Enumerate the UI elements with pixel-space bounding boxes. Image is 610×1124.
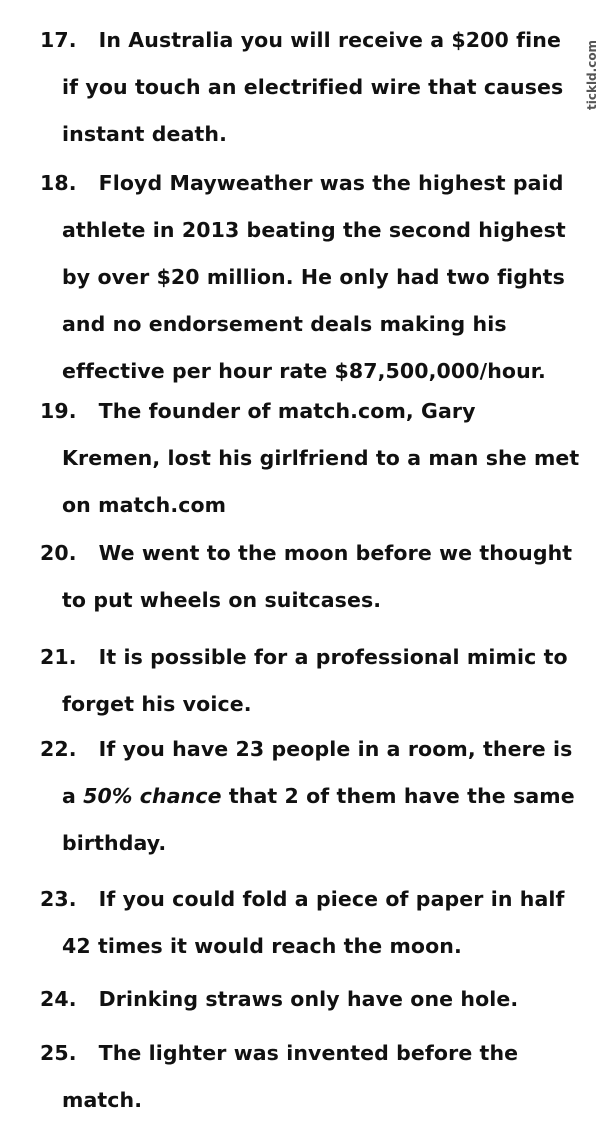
fact-23-line-2: 42 times it would reach the moon. <box>62 934 462 958</box>
fact-22-line-1: 22. If you have 23 people in a room, there is <box>40 737 573 761</box>
fact-17-line-3: instant death. <box>62 122 227 146</box>
fact-20-line-2: to put wheels on suitcases. <box>62 588 382 612</box>
fact-number: 19. <box>40 399 77 423</box>
fact-number: 22. <box>40 737 77 761</box>
fact-19-line-1: 19. The founder of match.com, Gary <box>40 399 476 423</box>
fact-25 <box>40 1030 580 1124</box>
fact-18-line-5: effective per hour rate $87,500,000/hour. <box>62 359 546 383</box>
fact-19-line-2: Kremen, lost his girlfriend to a man she met <box>62 446 580 470</box>
fact-19 <box>40 388 580 529</box>
fact-21-line-2: forget his voice. <box>62 692 252 716</box>
fact-17-line-2: if you touch an electrified wire that causes <box>62 75 564 99</box>
fact-18-line-4: and no endorsement deals making his <box>62 312 507 336</box>
fact-18-line-1: 18. Floyd Mayweather was the highest paid <box>40 171 564 195</box>
fact-25-line-1: 25. The lighter was invented before the <box>40 1041 519 1065</box>
fact-number: 24. <box>40 987 77 1011</box>
fact-19-line-3: on match.com <box>62 493 227 517</box>
fact-18 <box>40 160 580 395</box>
fact-20-line-1: 20. We went to the moon before we thought <box>40 541 573 565</box>
fact-number: 21. <box>40 645 77 669</box>
fact-number: 25. <box>40 1041 77 1065</box>
fact-22-line-3: birthday. <box>62 831 167 855</box>
fact-23 <box>40 876 580 970</box>
watermark: tickld.com <box>585 39 599 111</box>
fact-17 <box>40 17 580 158</box>
fact-23-line-1: 23. If you could fold a piece of paper in half <box>40 887 565 911</box>
fact-18-line-2: athlete in 2013 beating the second highest <box>62 218 566 242</box>
fact-24 <box>40 976 580 1023</box>
fact-21-line-1: 21. It is possible for a professional mimic to <box>40 645 568 669</box>
emphasis-text: 50% chance <box>83 784 222 808</box>
fact-22 <box>40 726 580 867</box>
fact-22-line-2: a 50% chance that 2 of them have the same <box>62 784 575 808</box>
fact-21 <box>40 634 580 728</box>
fact-number: 18. <box>40 171 77 195</box>
fact-24-line-1: 24. Drinking straws only have one hole. <box>40 987 519 1011</box>
fact-number: 17. <box>40 28 77 52</box>
fact-20 <box>40 530 580 624</box>
fact-18-line-3: by over $20 million. He only had two fights <box>62 265 565 289</box>
fact-number: 23. <box>40 887 77 911</box>
fact-17-line-1: 17. In Australia you will receive a $200 fine <box>40 28 561 52</box>
fact-number: 20. <box>40 541 77 565</box>
fact-25-line-2: match. <box>62 1088 143 1112</box>
